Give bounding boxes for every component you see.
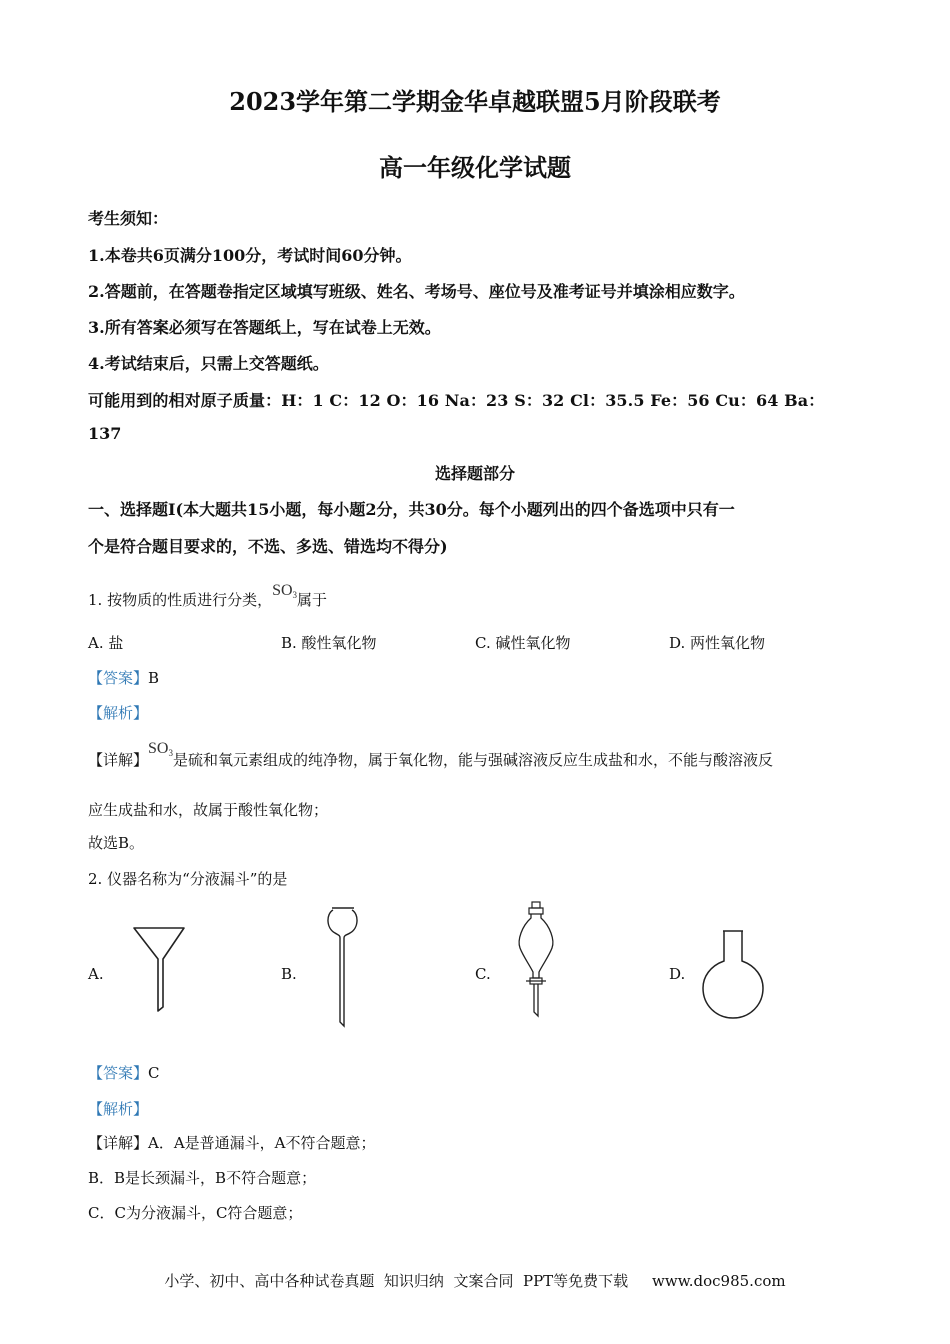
- notice-item: 3.所有答案必须写在答题纸上，写在试卷上无效。: [88, 318, 441, 337]
- ordinary-funnel-icon: [130, 925, 190, 1015]
- q1-detail-end: 故选B。: [88, 834, 145, 852]
- q1-suffix: 属于: [297, 591, 328, 609]
- section-title: 选择题部分: [434, 464, 515, 483]
- section-instructions: 一、选择题I(本大题共15小题，每小题2分，共30分。每个小题列出的四个备选项中只有一: [88, 500, 735, 519]
- q1-option-b: B. 酸性氧化物: [281, 634, 377, 652]
- round-bottom-flask-icon: [700, 928, 766, 1022]
- separatory-funnel-icon: [514, 900, 558, 1018]
- q1-answer: [88, 667, 159, 688]
- detail-text: A．A是普通漏斗，A不符合题意；: [148, 1134, 376, 1152]
- long-neck-funnel-icon: [325, 906, 361, 1030]
- q2-analysis-tag: 【解析】: [88, 1100, 149, 1118]
- q2-option-d-label: D.: [669, 965, 686, 983]
- q1-detail-cont: 应生成盐和水，故属于酸性氧化物；: [88, 801, 329, 819]
- q1-option-d: D. 两性氧化物: [669, 634, 766, 652]
- detail-text: 是硫和氧元素组成的纯净物，属于氧化物，能与强碱溶液反应生成盐和水，不能与酸溶液反: [172, 751, 773, 769]
- exam-title: 2023学年第二学期金华卓越联盟5月阶段联考: [229, 87, 721, 116]
- q1-question: [88, 582, 328, 610]
- section-instructions-cont: 个是符合题目要求的，不选、多选、错选均不得分): [88, 537, 448, 556]
- q2-detail: [88, 1132, 376, 1153]
- q2-option-c-label: C.: [475, 965, 491, 983]
- notice-item: 1.本卷共6页满分100分，考试时间60分钟。: [88, 246, 412, 265]
- page-footer: 小学、初中、高中各种试卷真题 知识归纳 文案合同 PPT等免费下载 www.doc985.com: [164, 1272, 786, 1290]
- atomic-mass-line-cont: 137: [88, 424, 122, 443]
- q1-detail-formula: $SO_3$: [148, 740, 173, 758]
- q1-formula: $SO_3$: [272, 582, 298, 600]
- q2-detail-c: C．C为分液漏斗，C符合题意；: [88, 1204, 303, 1222]
- notice-item: 4.考试结束后，只需上交答题纸。: [88, 354, 329, 373]
- q1-analysis-tag: 【解析】: [88, 704, 149, 722]
- q1-detail: [88, 740, 773, 770]
- detail-tag: 【详解】: [88, 751, 149, 769]
- q1-prefix: 1. 按物质的性质进行分类，: [88, 591, 273, 609]
- notice-heading: 考生须知：: [88, 209, 169, 228]
- detail-tag: 【详解】: [88, 1134, 149, 1152]
- answer-tag: 【答案】: [88, 669, 149, 687]
- q1-option-a: A. 盐: [88, 634, 124, 652]
- q2-option-a-label: A.: [88, 965, 104, 983]
- exam-subtitle: 高一年级化学试题: [379, 153, 571, 182]
- q2-detail-b: B．B是长颈漏斗，B不符合题意；: [88, 1169, 317, 1187]
- q2-option-b-label: B.: [281, 965, 297, 983]
- answer-value: C: [148, 1064, 160, 1082]
- q1-option-c: C. 碱性氧化物: [475, 634, 571, 652]
- answer-value: B: [148, 669, 160, 687]
- notice-item: 2.答题前，在答题卷指定区域填写班级、姓名、考场号、座位号及准考证号并填涂相应数字。: [88, 282, 745, 301]
- answer-tag: 【答案】: [88, 1064, 149, 1082]
- q2-question: 2. 仪器名称为“分液漏斗”的是: [88, 870, 288, 888]
- atomic-mass-line: 可能用到的相对原子质量：H：1 C：12 O：16 Na：23 S：32 Cl：35.5 Fe：56 Cu：64 Ba：: [88, 391, 825, 410]
- q2-answer: [88, 1062, 160, 1083]
